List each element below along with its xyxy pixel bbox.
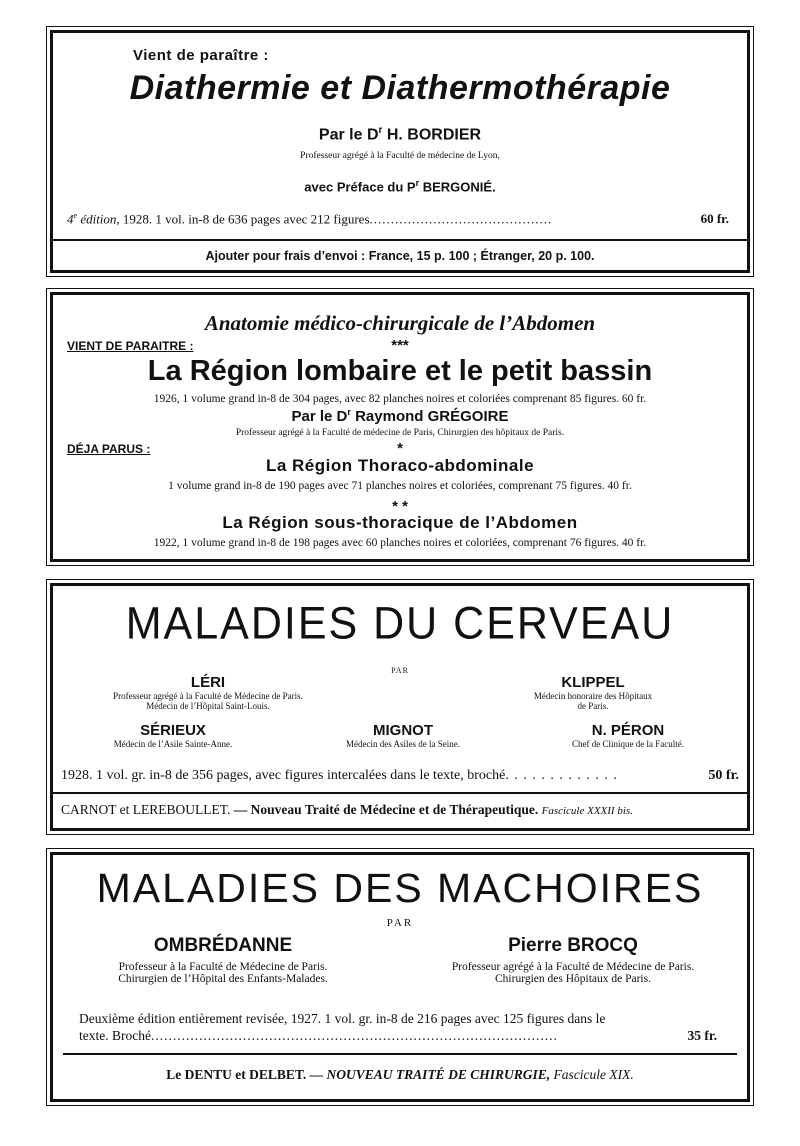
ad-maladies-cerveau: [50, 583, 750, 831]
ad4-author2-name: Pierre BROCQ: [508, 935, 638, 956]
ad4-footer: [53, 1067, 747, 1083]
ad3-author-name: SÉRIEUX: [140, 722, 206, 739]
ad3-author-line1: Médecin de l’Asile Sainte-Anne.: [113, 739, 233, 749]
ad1-preface-sup: r: [415, 178, 420, 188]
ad3-author-leri: [93, 674, 323, 711]
ad-maladies-machoires: [50, 852, 750, 1102]
ad4-details-line2-text: texte. Broché: [79, 1028, 151, 1043]
ad4-author1-line1: Professeur à la Faculté de Médecine de Paris.: [118, 961, 328, 973]
ad2-series-title: Anatomie médico-chirurgicale de l’Abdomen: [204, 311, 596, 335]
ad1-divider: [53, 239, 747, 241]
ad3-author-line2: de Paris.: [577, 701, 609, 711]
ad1-edition-rest: , 1928. 1 vol. in-8 de 636 pages avec 212 figures: [116, 211, 370, 227]
ad1-author: [53, 125, 747, 144]
ad4-author2-line1: Professeur agrégé à la Faculté de Médecine de Paris.: [451, 961, 695, 973]
ad3-footer-series: — Nouveau Traité de Médecine et de Thérapeutique.: [233, 802, 539, 817]
ad4-par: PAR: [386, 917, 414, 929]
ad4-price: 35 fr.: [687, 1028, 717, 1043]
ad3-footer-authors: CARNOT et LEREBOULLET.: [61, 802, 231, 817]
ad1-edition-word: édition: [80, 211, 117, 227]
ad4-divider: [63, 1053, 737, 1055]
ad1-edition-lead: 4: [67, 211, 74, 227]
ad1-title: Diathermie et Diathermothérapie: [129, 69, 671, 107]
ad1-preface: [53, 178, 747, 194]
ad1-preface-prefix: avec Préface du P: [304, 179, 416, 195]
ad4-author1-name: OMBRÉDANNE: [153, 935, 293, 956]
ad3-author-line2: Médecin de l’Hôpital Saint-Louis.: [146, 701, 270, 711]
ad2-author-affiliation: Professeur agrégé à la Faculté de médecine de Paris, Chirurgien des hôpitaux de Paris.: [235, 428, 565, 438]
ad-anatomie-abdomen: [50, 292, 750, 562]
ad4-footer-fascicule: Fascicule XIX.: [553, 1067, 634, 1082]
ad2-vol1-details: 1 volume grand in-8 de 190 pages avec 71 planches noires et coloriées, comprenant 75 figures. 40 fr.: [168, 480, 632, 492]
ad1-author-sup: r: [378, 125, 383, 136]
ad3-author-peron: [528, 722, 728, 749]
ad2-vol2-title: La Région sous-thoracique de l’Abdomen: [222, 513, 578, 532]
ad1-kicker: Vient de paraître :: [133, 47, 269, 64]
ad4-title: MALADIES DES MACHOIRES: [96, 865, 704, 911]
ad4-details-line2: texte. Broché.............................................................................................: [79, 1028, 558, 1043]
ad2-new-label: VIENT DE PARAITRE :: [67, 339, 194, 353]
ad2-star1: *: [397, 440, 403, 457]
ad2-author-sup: r: [347, 407, 351, 417]
ad3-divider: [53, 792, 747, 794]
ad3-par: PAR: [391, 666, 409, 675]
ad1-preface-name: BERGONIÉ.: [422, 179, 496, 195]
ad1-price: 60 fr.: [700, 211, 729, 226]
ad1-edition-sup: e: [73, 211, 78, 220]
ad3-author-serieux: [73, 722, 273, 749]
ad3-footer-fascicule: Fascicule XXXII bis.: [541, 805, 633, 817]
ad3-author-name: KLIPPEL: [561, 674, 625, 691]
ad-diathermie: [50, 30, 750, 273]
ad2-author: [53, 407, 747, 425]
ad1-affiliation: Professeur agrégé à la Faculté de médecine de Lyon,: [300, 151, 500, 161]
ad2-author-name: Raymond GRÉGOIRE: [355, 408, 509, 425]
ad4-author2-line2: Chirurgien des Hôpitaux de Paris.: [495, 973, 651, 985]
ad2-published-label: DÉJA PARUS :: [67, 442, 151, 456]
ad3-author-line1: Chef de Clinique de la Faculté.: [572, 739, 684, 749]
ad1-author-name: H. BORDIER: [386, 126, 482, 144]
ad3-author-line1: Médecin honoraire des Hôpitaux: [533, 691, 653, 701]
ad2-vol1-title: La Région Thoraco-abdominale: [265, 456, 535, 475]
ad3-author-line1: Professeur agrégé à la Faculté de Médecine de Paris.: [113, 691, 303, 701]
ad3-author-name: N. PÉRON: [591, 722, 665, 739]
ad4-details-line1: Deuxième édition entièrement revisée, 1927. 1 vol. gr. in-8 de 216 pages avec 125 figures dans le: [79, 1011, 606, 1026]
ad3-author-mignot: [303, 722, 503, 749]
ad4-footer-series: — NOUVEAU TRAITÉ DE CHIRURGIE,: [309, 1067, 551, 1082]
ad2-stars3: ***: [391, 337, 409, 354]
ad4-author-ombredanne: [73, 935, 373, 985]
ad1-edition: 4e édition, 1928. 1 vol. in-8 de 636 pages avec 212 figures...........................................: [67, 211, 553, 227]
ad3-author-name: MIGNOT: [373, 722, 433, 739]
ad4-footer-authors: Le DENTU et DELBET.: [166, 1067, 307, 1082]
ad3-author-klippel: [493, 674, 693, 711]
ad1-shipping: Ajouter pour frais d’envoi : France, 15 p. 100 ; Étranger, 20 p. 100.: [205, 249, 595, 263]
ad2-star2: * *: [392, 498, 408, 515]
ad3-price: 50 fr.: [708, 768, 739, 783]
ad3-footer: [61, 802, 633, 818]
ad3-author-name: LÉRI: [190, 674, 226, 691]
ad2-vol2-details: 1922, 1 volume grand in-8 de 198 pages avec 60 planches noires et coloriées, comprenant 76 figures. 40 fr.: [153, 537, 647, 549]
ad3-details: 1928. 1 vol. gr. in-8 de 356 pages, avec figures intercalées dans le texte, broché. . . . . . . . . . . . .: [61, 768, 618, 783]
ad3-details-text: 1928. 1 vol. gr. in-8 de 356 pages, avec figures intercalées dans le texte, broché: [61, 768, 506, 783]
ad2-main-title: La Région lombaire et le petit bassin: [147, 355, 653, 387]
ad1-author-prefix: Par le D: [318, 126, 379, 144]
ad3-title: MALADIES DU CERVEAU: [125, 598, 675, 650]
ad3-author-line1: Médecin des Asiles de la Seine.: [346, 739, 460, 749]
ad2-main-details: 1926, 1 volume grand in-8 de 304 pages, avec 82 planches noires et coloriées comprenant 85 figures. 60 fr.: [153, 393, 647, 405]
ad4-author-brocq: [408, 935, 738, 985]
ad2-author-prefix: Par le D: [291, 408, 348, 425]
ad4-author1-line2: Chirurgien de l’Hôpital des Enfants-Malades.: [118, 973, 328, 985]
